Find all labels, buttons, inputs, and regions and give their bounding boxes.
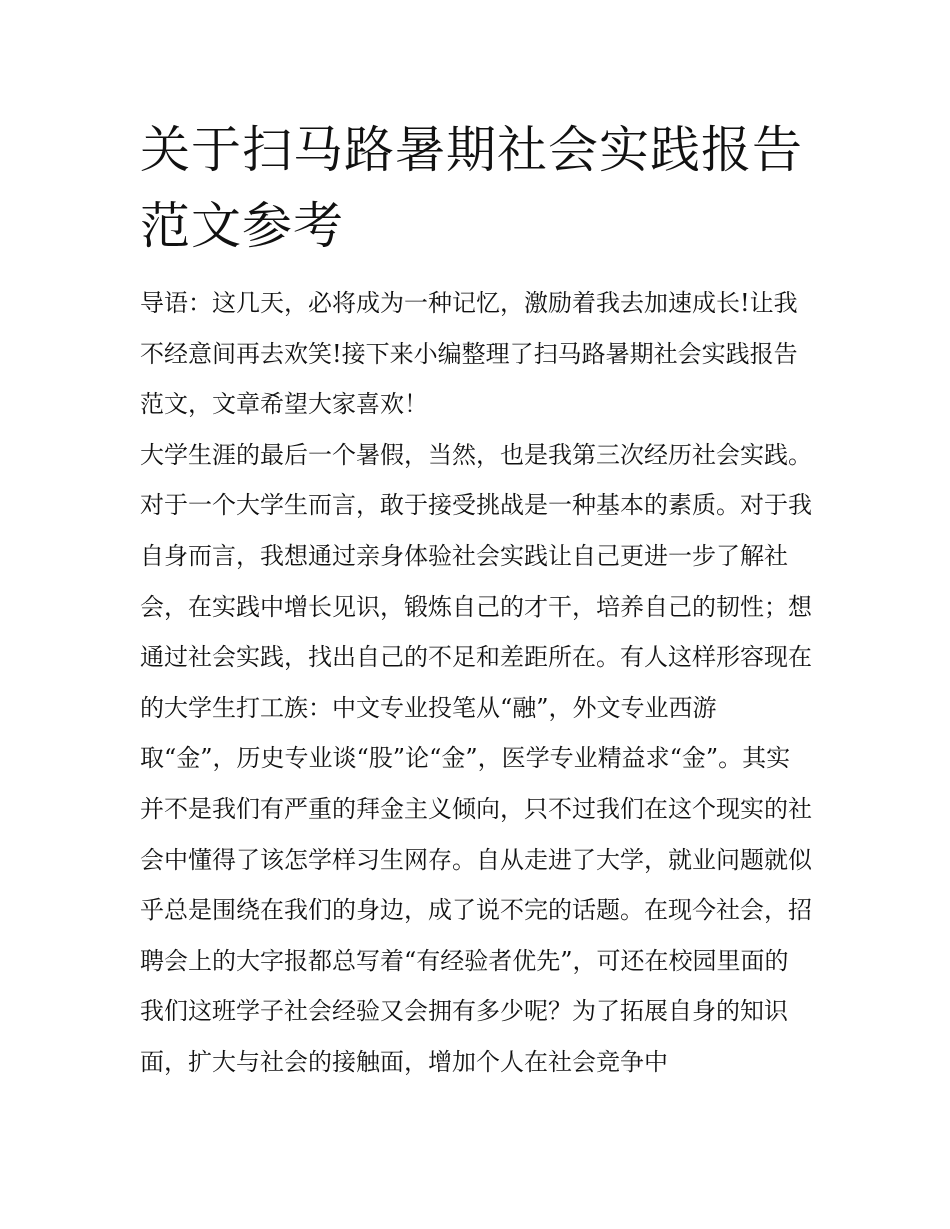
intro-paragraph: 导语：这几天，必将成为一种记忆，激励着我去加速成长!让我不经意间再去欢笑!接下来小编整理了扫马路暑期社会实践报告范文，文章希望大家喜欢！ (140, 289, 798, 419)
document-title: 关于扫马路暑期社会实践报告范文参考 (140, 121, 803, 255)
document-body (140, 278, 812, 1088)
body-paragraph-1: 大学生涯的最后一个暑假，当然，也是我第三次经历社会实践。对于一个大学生而言，敢于接受挑战是一种基本的素质。对于我自身而言，我想通过亲身体验社会实践让自己更进一步了解社会，在实践中增长见识，锻炼自己的才干，培养自己的韧性；想通过社会实践，找出自己的不足和差距所在。有人这样形容现在的大学生打工族：中文专业投笔从“融”，外文专业西游取“金”，历史专业谈“股”论“金”，医学专业精益求“金”。其实并不是我们有严重的拜金主义倾向，只不过我们在这个现实的社会中懂得了该怎学样习生网存。自从走进了大学，就业问题就似乎总是围绕在我们的身边，成了说不完的话题。在现今社会，招聘会上的大字报都总写着“有经验者优先”，可还在校园里面的我们这班学子社会经验又会拥有多少呢？为了拓展自身的知识面，扩大与社会的接触面，增加个人在社会竞争中 (140, 440, 812, 1076)
